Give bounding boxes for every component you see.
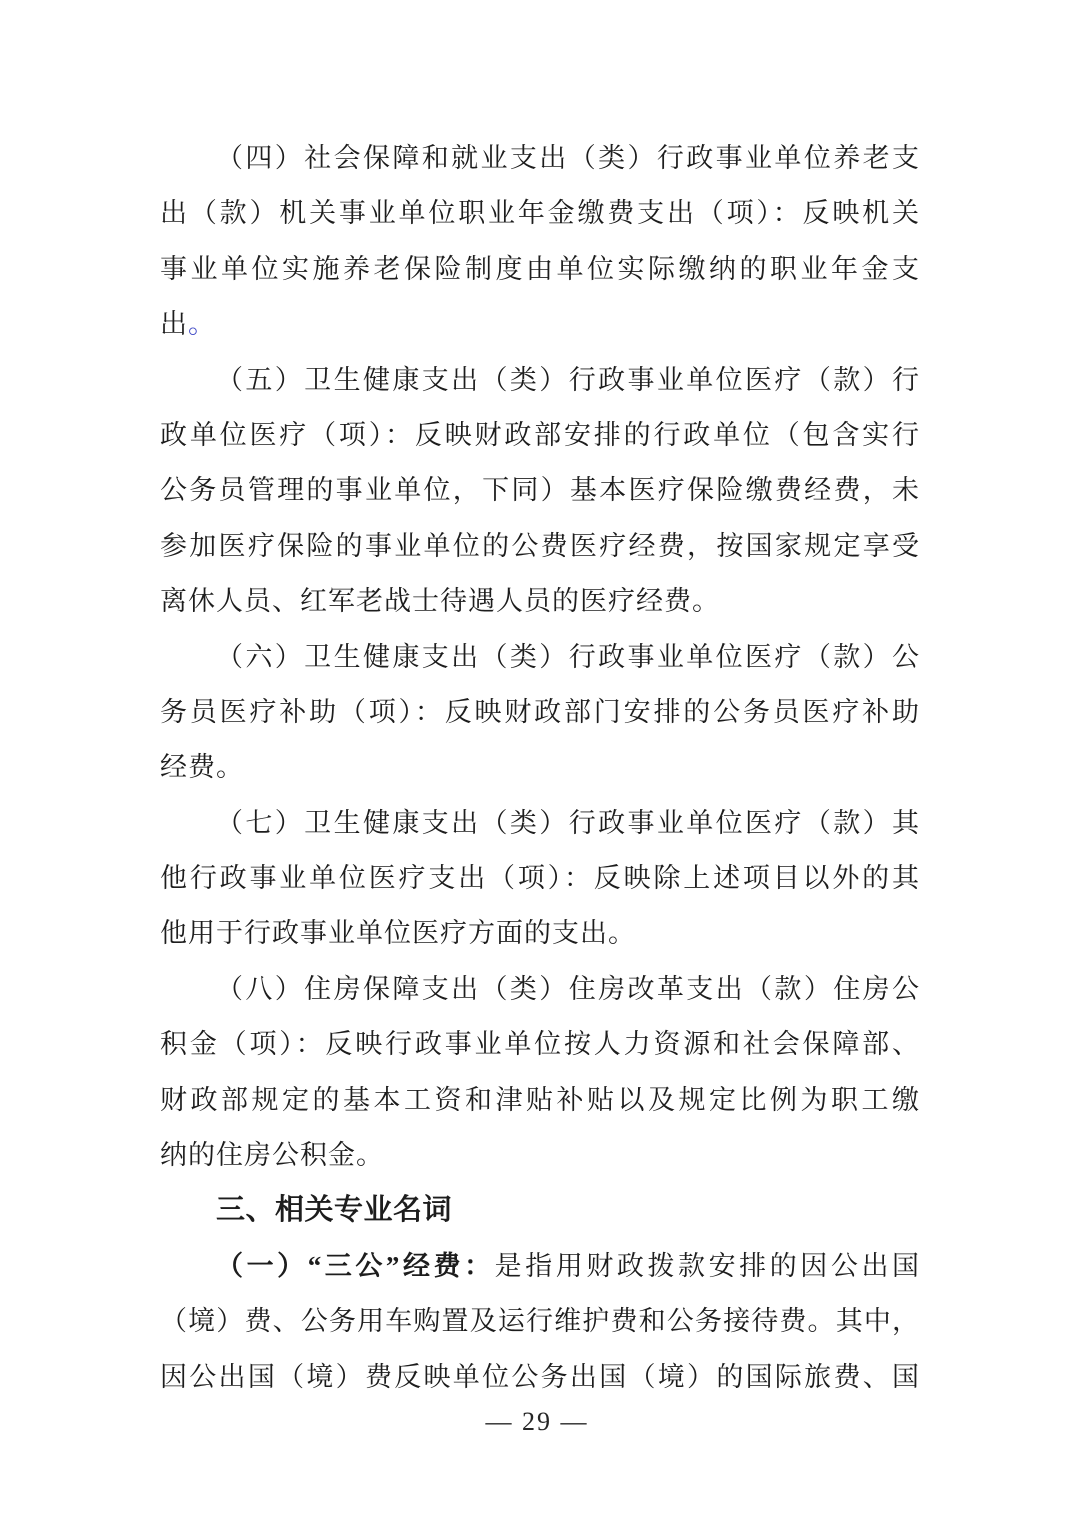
text-line: [160, 408, 920, 463]
text-line: [160, 630, 920, 685]
text-line: [160, 1073, 920, 1128]
blue-period: 。: [188, 309, 216, 340]
text-segment: （一）“三公”经费：: [216, 1250, 495, 1281]
para-1-sangong-funds: [160, 1239, 920, 1405]
text-segment: （七）卫生健康支出（类）行政事业单位医疗（款）其: [216, 807, 920, 838]
para-5-health-admin-medical: [160, 353, 920, 630]
text-segment: 事业单位实施养老保险制度由单位实际缴纳的职业年金支: [160, 253, 920, 284]
text-line: [160, 1128, 920, 1183]
text-line: [160, 1017, 920, 1072]
text-line: [160, 740, 920, 795]
para-4-pension-expenditure: [160, 131, 920, 353]
text-segment: （五）卫生健康支出（类）行政事业单位医疗（款）行: [216, 364, 920, 395]
text-line: [160, 519, 920, 574]
text-line: [160, 906, 920, 961]
text-line: [160, 685, 920, 740]
text-segment: 公务员管理的事业单位，下同）基本医疗保险缴费经费，未: [160, 475, 920, 506]
text-segment: 财政部规定的基本工资和津贴补贴以及规定比例为职工缴: [160, 1084, 920, 1115]
text-line: [160, 131, 920, 186]
text-line: [160, 1350, 920, 1405]
text-segment: 出: [160, 309, 188, 340]
text-segment: 出（款）机关事业单位职业年金缴费支出（项）：反映机关: [160, 198, 920, 229]
text-segment: 是指用财政拨款安排的因公出国: [494, 1250, 920, 1281]
para-6-civil-servant-medical-subsidy: [160, 630, 920, 796]
text-line: [160, 1294, 920, 1349]
text-segment: 经费。: [160, 752, 244, 783]
para-8-housing-fund: [160, 962, 920, 1184]
text-segment: 参加医疗保险的事业单位的公费医疗经费，按国家规定享受: [160, 530, 920, 561]
text-segment: （八）住房保障支出（类）住房改革支出（款）住房公: [216, 973, 920, 1004]
section-heading-related-terms: [160, 1183, 920, 1238]
text-line: [160, 353, 920, 408]
text-segment: 他行政事业单位医疗支出（项）：反映除上述项目以外的其: [160, 863, 920, 894]
text-segment: 三、相关专业名词: [216, 1194, 453, 1227]
text-segment: 纳的住房公积金。: [160, 1140, 384, 1171]
text-line: [160, 851, 920, 906]
text-segment: （境）费、公务用车购置及运行维护费和公务接待费。其中，: [160, 1306, 920, 1337]
text-line: [160, 1239, 920, 1294]
text-line: [160, 962, 920, 1017]
text-segment: 政单位医疗（项）：反映财政部安排的行政单位（包含实行: [160, 419, 920, 450]
text-segment: 他用于行政事业单位医疗方面的支出。: [160, 918, 636, 949]
text-line: [160, 186, 920, 241]
text-line: [160, 297, 920, 352]
text-segment: 积金（项）：反映行政事业单位按人力资源和社会保障部、: [160, 1029, 920, 1060]
text-segment: 因公出国（境）费反映单位公务出国（境）的国际旅费、国: [160, 1361, 920, 1392]
text-line: [160, 574, 920, 629]
text-segment: 务员医疗补助（项）：反映财政部门安排的公务员医疗补助: [160, 696, 920, 727]
para-7-other-medical-expenditure: [160, 796, 920, 962]
text-line: [160, 796, 920, 851]
page-number: — 29 —: [485, 1407, 589, 1436]
text-segment: （四）社会保障和就业支出（类）行政事业单位养老支: [216, 143, 920, 173]
text-line: [160, 1183, 920, 1238]
text-segment: 离休人员、红军老战士待遇人员的医疗经费。: [160, 586, 720, 617]
text-line: [160, 463, 920, 518]
text-line: [160, 242, 920, 297]
text-segment: （六）卫生健康支出（类）行政事业单位医疗（款）公: [216, 641, 920, 672]
page-footer: [0, 1402, 1074, 1442]
document-body: [160, 131, 920, 1405]
